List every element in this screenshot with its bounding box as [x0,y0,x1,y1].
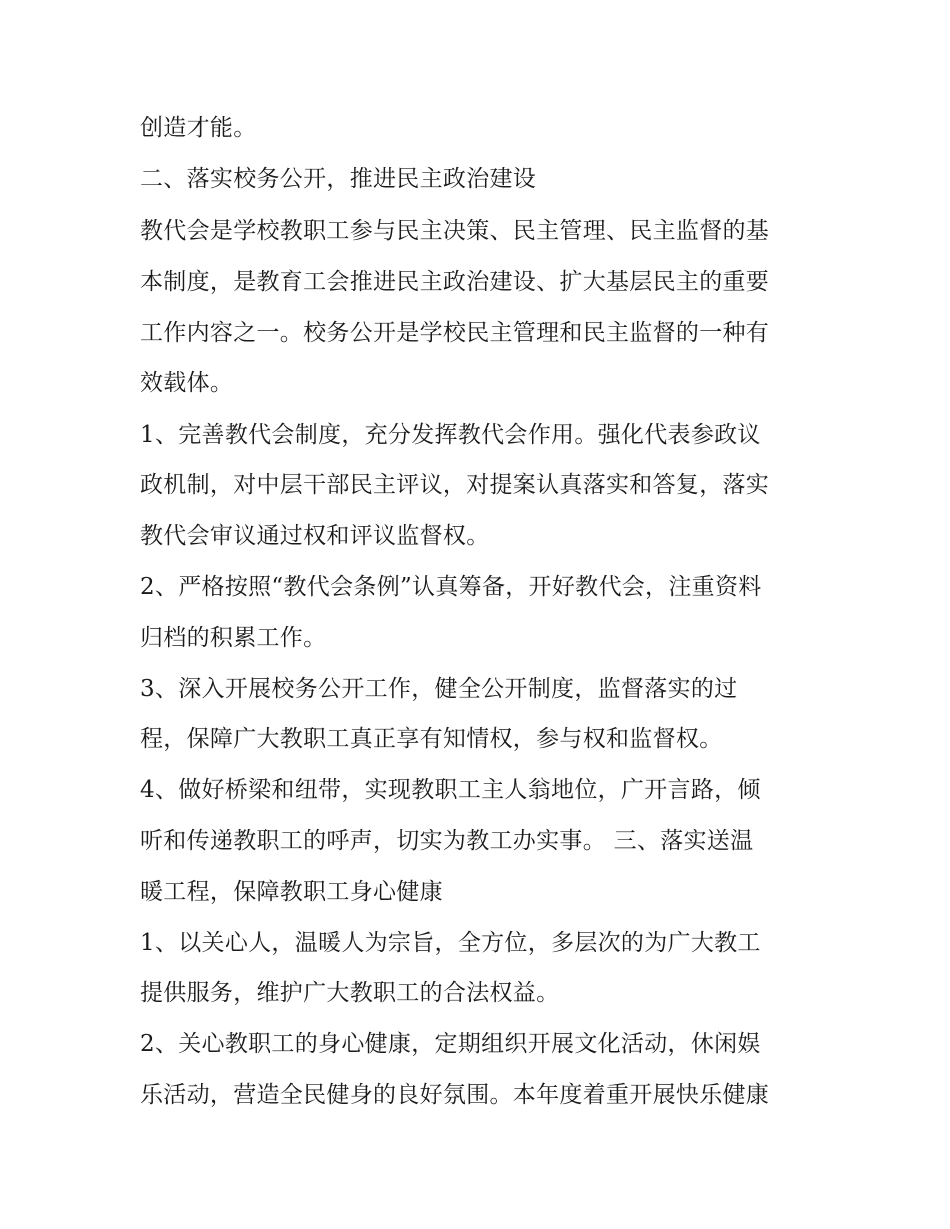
list-item-line: 乐活动，营造全民健身的良好氛围。本年度着重开展快乐健康 [140,1082,770,1108]
list-item-line: 听和传递教职工的呼声，切实为教工办实事。 三、落实送温 [140,828,754,854]
section-heading: 二、落实校务公开，推进民主政治建设 [140,166,537,192]
list-item-line: 2、关心教职工的身心健康，定期组织开展文化活动，休闲娱 [140,1031,761,1057]
list-item-line: 程，保障广大教职工真正享有知情权，参与权和监督权。 [140,726,723,752]
list-item-line: 归档的积累工作。 [140,625,327,651]
paragraph-line: 教代会是学校教职工参与民主决策、民主管理、民主监督的基 [140,218,770,244]
list-item-line: 政机制，对中层干部民主评议，对提案认真落实和答复，落实 [140,472,770,498]
list-item-line: 1、以关心人，温暖人为宗旨，全方位，多层次的为广大教工 [140,930,761,956]
list-item-line: 提供服务，维护广大教职工的合法权益。 [140,980,560,1006]
paragraph-line: 创造才能。 [140,115,257,141]
paragraph-line: 本制度，是教育工会推进民主政治建设、扩大基层民主的重要 [140,269,770,295]
list-item-line: 4、做好桥梁和纽带，实现教职工主人翁地位，广开言路，倾 [140,777,761,803]
list-item-line: 1、完善教代会制度，充分发挥教代会作用。强化代表参政议 [140,422,761,448]
list-item-line: 2、严格按照“教代会条例”认真筹备，开好教代会，注重资料 [140,574,762,600]
paragraph-line: 工作内容之一。校务公开是学校民主管理和民主监督的一种有 [140,320,770,346]
list-item-line: 教代会审议通过权和评议监督权。 [140,523,490,549]
paragraph-line: 效载体。 [140,370,234,396]
list-item-line: 3、深入开展校务公开工作，健全公开制度，监督落实的过 [140,676,738,702]
list-item-line: 暖工程，保障教职工身心健康 [140,879,443,905]
